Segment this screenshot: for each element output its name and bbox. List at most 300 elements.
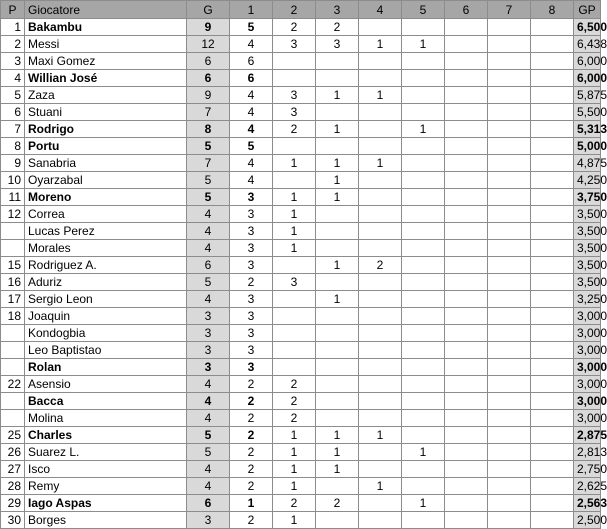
round-3-cell <box>316 393 359 410</box>
games-cell: 7 <box>187 104 230 121</box>
gp-cell: 3,750 <box>574 189 601 206</box>
table-row[interactable] <box>1 240 601 257</box>
round-8-cell <box>531 36 574 53</box>
table-row[interactable] <box>1 308 601 325</box>
round-8-cell <box>531 121 574 138</box>
games-cell: 5 <box>187 274 230 291</box>
round-4-cell <box>359 121 402 138</box>
table-row[interactable] <box>1 512 601 529</box>
position-cell: 15 <box>1 257 25 274</box>
games-cell: 4 <box>187 393 230 410</box>
round-7-cell <box>488 138 531 155</box>
gp-cell: 3,250 <box>574 291 601 308</box>
round-8-cell <box>531 138 574 155</box>
player-name-cell: Rolan <box>25 359 187 376</box>
round-7-cell <box>488 87 531 104</box>
round-6-cell <box>445 121 488 138</box>
round-8-cell <box>531 155 574 172</box>
games-cell: 7 <box>187 155 230 172</box>
round-6-cell <box>445 274 488 291</box>
round-3-cell: 3 <box>316 36 359 53</box>
round-5-cell <box>402 325 445 342</box>
round-4-cell <box>359 291 402 308</box>
round-2-cell: 1 <box>273 427 316 444</box>
header-round-6[interactable]: 6 <box>445 1 488 19</box>
position-cell: 1 <box>1 19 25 36</box>
round-6-cell <box>445 359 488 376</box>
round-3-cell: 1 <box>316 291 359 308</box>
round-7-cell <box>488 393 531 410</box>
round-3-cell <box>316 138 359 155</box>
player-name-cell: Suarez L. <box>25 444 187 461</box>
header-round-3[interactable]: 3 <box>316 1 359 19</box>
round-8-cell <box>531 257 574 274</box>
round-1-cell: 2 <box>230 376 273 393</box>
round-5-cell <box>402 19 445 36</box>
round-3-cell: 1 <box>316 444 359 461</box>
games-cell: 5 <box>187 427 230 444</box>
table-row[interactable] <box>1 478 601 495</box>
round-1-cell: 4 <box>230 104 273 121</box>
games-cell: 8 <box>187 121 230 138</box>
round-3-cell: 1 <box>316 427 359 444</box>
player-name-cell: Sanabria <box>25 155 187 172</box>
round-7-cell <box>488 104 531 121</box>
player-name-cell: Molina <box>25 410 187 427</box>
position-cell <box>1 393 25 410</box>
round-5-cell <box>402 223 445 240</box>
round-2-cell: 1 <box>273 155 316 172</box>
table-row[interactable] <box>1 495 601 512</box>
round-1-cell: 3 <box>230 240 273 257</box>
round-2-cell: 3 <box>273 87 316 104</box>
round-8-cell <box>531 393 574 410</box>
round-7-cell <box>488 512 531 529</box>
gp-cell: 2,813 <box>574 444 601 461</box>
table-row[interactable] <box>1 427 601 444</box>
round-6-cell <box>445 138 488 155</box>
position-cell: 7 <box>1 121 25 138</box>
round-2-cell: 2 <box>273 121 316 138</box>
round-4-cell <box>359 359 402 376</box>
round-6-cell <box>445 342 488 359</box>
games-cell: 5 <box>187 172 230 189</box>
player-name-cell: Rodriguez A. <box>25 257 187 274</box>
round-7-cell <box>488 189 531 206</box>
round-4-cell <box>359 53 402 70</box>
games-cell: 4 <box>187 223 230 240</box>
player-name-cell: Morales <box>25 240 187 257</box>
round-8-cell <box>531 19 574 36</box>
round-7-cell <box>488 325 531 342</box>
position-cell <box>1 359 25 376</box>
round-4-cell <box>359 308 402 325</box>
round-6-cell <box>445 410 488 427</box>
round-3-cell: 1 <box>316 189 359 206</box>
round-3-cell: 1 <box>316 461 359 478</box>
round-6-cell <box>445 325 488 342</box>
games-cell: 6 <box>187 495 230 512</box>
games-cell: 12 <box>187 36 230 53</box>
gp-cell: 2,750 <box>574 461 601 478</box>
table-row[interactable] <box>1 70 601 87</box>
round-7-cell <box>488 206 531 223</box>
round-2-cell: 2 <box>273 495 316 512</box>
games-cell: 5 <box>187 189 230 206</box>
header-round-5[interactable]: 5 <box>402 1 445 19</box>
table-row[interactable] <box>1 121 601 138</box>
games-cell: 4 <box>187 376 230 393</box>
round-3-cell <box>316 206 359 223</box>
round-1-cell: 3 <box>230 189 273 206</box>
table-row[interactable] <box>1 393 601 410</box>
round-5-cell <box>402 359 445 376</box>
round-6-cell <box>445 495 488 512</box>
round-5-cell <box>402 155 445 172</box>
table-row[interactable] <box>1 104 601 121</box>
header-round-2[interactable]: 2 <box>273 1 316 19</box>
round-5-cell <box>402 189 445 206</box>
round-2-cell <box>273 291 316 308</box>
round-2-cell <box>273 172 316 189</box>
player-name-cell: Willian José <box>25 70 187 87</box>
round-1-cell: 6 <box>230 70 273 87</box>
table-row[interactable] <box>1 461 601 478</box>
table-row[interactable] <box>1 325 601 342</box>
player-name-cell: Oyarzabal <box>25 172 187 189</box>
round-4-cell <box>359 274 402 291</box>
round-2-cell: 2 <box>273 393 316 410</box>
round-1-cell: 4 <box>230 121 273 138</box>
table-row[interactable] <box>1 376 601 393</box>
player-name-cell: Bakambu <box>25 19 187 36</box>
table-row[interactable] <box>1 138 601 155</box>
round-8-cell <box>531 478 574 495</box>
player-name-cell: Asensio <box>25 376 187 393</box>
round-4-cell <box>359 240 402 257</box>
round-5-cell <box>402 274 445 291</box>
round-7-cell <box>488 257 531 274</box>
games-cell: 9 <box>187 87 230 104</box>
round-1-cell: 2 <box>230 393 273 410</box>
round-4-cell: 1 <box>359 478 402 495</box>
gp-cell: 6,000 <box>574 70 601 87</box>
round-5-cell <box>402 104 445 121</box>
round-1-cell: 4 <box>230 155 273 172</box>
player-name-cell: Remy <box>25 478 187 495</box>
round-6-cell <box>445 36 488 53</box>
games-cell: 3 <box>187 512 230 529</box>
player-name-cell: Joaquin <box>25 308 187 325</box>
gp-cell: 5,313 <box>574 121 601 138</box>
round-2-cell: 2 <box>273 19 316 36</box>
round-5-cell: 1 <box>402 36 445 53</box>
round-1-cell: 4 <box>230 87 273 104</box>
round-8-cell <box>531 240 574 257</box>
round-7-cell <box>488 36 531 53</box>
round-7-cell <box>488 172 531 189</box>
round-5-cell <box>402 87 445 104</box>
round-6-cell <box>445 512 488 529</box>
round-7-cell <box>488 478 531 495</box>
round-8-cell <box>531 291 574 308</box>
round-1-cell: 2 <box>230 410 273 427</box>
table-row[interactable] <box>1 444 601 461</box>
round-1-cell: 3 <box>230 291 273 308</box>
round-2-cell: 3 <box>273 104 316 121</box>
position-cell: 25 <box>1 427 25 444</box>
round-1-cell: 3 <box>230 206 273 223</box>
table-row[interactable] <box>1 359 601 376</box>
table-row[interactable] <box>1 19 601 36</box>
round-7-cell <box>488 19 531 36</box>
round-7-cell <box>488 410 531 427</box>
round-3-cell <box>316 342 359 359</box>
round-1-cell: 3 <box>230 308 273 325</box>
player-name-cell: Isco <box>25 461 187 478</box>
round-6-cell <box>445 427 488 444</box>
header-row <box>1 1 601 19</box>
player-name-cell: Zaza <box>25 87 187 104</box>
round-2-cell <box>273 359 316 376</box>
gp-cell: 3,000 <box>574 376 601 393</box>
round-7-cell <box>488 444 531 461</box>
gp-cell: 4,250 <box>574 172 601 189</box>
round-1-cell: 1 <box>230 495 273 512</box>
round-4-cell <box>359 410 402 427</box>
round-5-cell: 1 <box>402 444 445 461</box>
round-2-cell <box>273 70 316 87</box>
round-4-cell <box>359 138 402 155</box>
round-6-cell <box>445 478 488 495</box>
round-7-cell <box>488 427 531 444</box>
round-2-cell: 2 <box>273 376 316 393</box>
round-2-cell <box>273 53 316 70</box>
round-3-cell <box>316 70 359 87</box>
gp-cell: 3,000 <box>574 410 601 427</box>
header-round-1[interactable]: 1 <box>230 1 273 19</box>
header-round-7[interactable]: 7 <box>488 1 531 19</box>
round-6-cell <box>445 155 488 172</box>
table-row[interactable] <box>1 223 601 240</box>
round-4-cell <box>359 512 402 529</box>
round-4-cell <box>359 19 402 36</box>
round-2-cell <box>273 325 316 342</box>
round-6-cell <box>445 461 488 478</box>
round-6-cell <box>445 257 488 274</box>
position-cell: 17 <box>1 291 25 308</box>
round-6-cell <box>445 308 488 325</box>
player-name-cell: Correa <box>25 206 187 223</box>
round-6-cell <box>445 240 488 257</box>
round-1-cell: 3 <box>230 223 273 240</box>
round-6-cell <box>445 189 488 206</box>
round-7-cell <box>488 70 531 87</box>
round-5-cell <box>402 172 445 189</box>
header-games[interactable]: G <box>187 1 230 19</box>
table-row[interactable] <box>1 410 601 427</box>
position-cell: 2 <box>1 36 25 53</box>
round-4-cell <box>359 376 402 393</box>
header-position[interactable]: P <box>1 1 25 19</box>
games-cell: 6 <box>187 257 230 274</box>
round-5-cell: 1 <box>402 495 445 512</box>
player-name-cell: Sergio Leon <box>25 291 187 308</box>
position-cell: 6 <box>1 104 25 121</box>
round-1-cell: 3 <box>230 257 273 274</box>
round-3-cell <box>316 223 359 240</box>
games-cell: 4 <box>187 240 230 257</box>
round-4-cell: 1 <box>359 87 402 104</box>
table-row[interactable] <box>1 257 601 274</box>
round-2-cell: 1 <box>273 444 316 461</box>
header-player[interactable]: Giocatore <box>25 1 187 19</box>
gp-cell: 5,500 <box>574 104 601 121</box>
round-4-cell: 1 <box>359 427 402 444</box>
table-row[interactable] <box>1 206 601 223</box>
table-row[interactable] <box>1 53 601 70</box>
player-name-cell: Maxi Gomez <box>25 53 187 70</box>
position-cell: 11 <box>1 189 25 206</box>
round-6-cell <box>445 444 488 461</box>
round-8-cell <box>531 206 574 223</box>
round-7-cell <box>488 53 531 70</box>
position-cell <box>1 342 25 359</box>
round-5-cell <box>402 393 445 410</box>
position-cell: 10 <box>1 172 25 189</box>
round-8-cell <box>531 70 574 87</box>
round-3-cell <box>316 104 359 121</box>
round-2-cell: 1 <box>273 461 316 478</box>
table-row[interactable] <box>1 291 601 308</box>
table-row[interactable] <box>1 36 601 53</box>
round-1-cell: 6 <box>230 53 273 70</box>
round-3-cell <box>316 359 359 376</box>
table-row[interactable] <box>1 189 601 206</box>
position-cell: 4 <box>1 70 25 87</box>
round-4-cell <box>359 393 402 410</box>
round-1-cell: 4 <box>230 172 273 189</box>
player-name-cell: Charles <box>25 427 187 444</box>
player-name-cell: Moreno <box>25 189 187 206</box>
header-round-4[interactable]: 4 <box>359 1 402 19</box>
round-7-cell <box>488 121 531 138</box>
round-3-cell <box>316 53 359 70</box>
gp-cell: 2,500 <box>574 512 601 529</box>
round-8-cell <box>531 172 574 189</box>
round-4-cell <box>359 70 402 87</box>
gp-cell: 3,000 <box>574 308 601 325</box>
table-row[interactable] <box>1 274 601 291</box>
round-4-cell <box>359 444 402 461</box>
gp-cell: 2,875 <box>574 427 601 444</box>
position-cell: 22 <box>1 376 25 393</box>
position-cell: 9 <box>1 155 25 172</box>
round-3-cell: 2 <box>316 19 359 36</box>
round-4-cell <box>359 206 402 223</box>
player-name-cell: Bacca <box>25 393 187 410</box>
round-1-cell: 3 <box>230 325 273 342</box>
gp-cell: 5,000 <box>574 138 601 155</box>
round-4-cell <box>359 461 402 478</box>
round-1-cell: 2 <box>230 427 273 444</box>
games-cell: 6 <box>187 53 230 70</box>
player-name-cell: Rodrigo <box>25 121 187 138</box>
player-name-cell: Borges <box>25 512 187 529</box>
round-5-cell <box>402 257 445 274</box>
gp-cell: 5,875 <box>574 87 601 104</box>
round-3-cell <box>316 325 359 342</box>
gp-cell: 6,000 <box>574 53 601 70</box>
header-gp[interactable]: GP <box>574 1 601 19</box>
table-row[interactable] <box>1 87 601 104</box>
round-2-cell: 1 <box>273 512 316 529</box>
round-8-cell <box>531 308 574 325</box>
round-4-cell: 1 <box>359 155 402 172</box>
player-name-cell: Lucas Perez <box>25 223 187 240</box>
round-5-cell <box>402 240 445 257</box>
round-8-cell <box>531 189 574 206</box>
round-6-cell <box>445 19 488 36</box>
round-4-cell: 1 <box>359 36 402 53</box>
round-7-cell <box>488 376 531 393</box>
position-cell <box>1 223 25 240</box>
gp-cell: 3,000 <box>574 325 601 342</box>
games-cell: 9 <box>187 19 230 36</box>
round-8-cell <box>531 359 574 376</box>
table-row[interactable] <box>1 342 601 359</box>
round-3-cell: 1 <box>316 121 359 138</box>
table-row[interactable] <box>1 172 601 189</box>
position-cell: 18 <box>1 308 25 325</box>
header-round-8[interactable]: 8 <box>531 1 574 19</box>
player-name-cell: Kondogbia <box>25 325 187 342</box>
round-2-cell <box>273 138 316 155</box>
round-3-cell: 2 <box>316 495 359 512</box>
round-6-cell <box>445 53 488 70</box>
position-cell: 12 <box>1 206 25 223</box>
round-4-cell <box>359 325 402 342</box>
round-4-cell: 2 <box>359 257 402 274</box>
gp-cell: 6,438 <box>574 36 601 53</box>
gp-cell: 3,000 <box>574 342 601 359</box>
table-row[interactable] <box>1 155 601 172</box>
round-6-cell <box>445 104 488 121</box>
player-name-cell: Iago Aspas <box>25 495 187 512</box>
round-5-cell <box>402 70 445 87</box>
round-8-cell <box>531 427 574 444</box>
round-2-cell: 1 <box>273 206 316 223</box>
round-5-cell: 1 <box>402 121 445 138</box>
round-7-cell <box>488 308 531 325</box>
position-cell: 26 <box>1 444 25 461</box>
round-2-cell: 3 <box>273 36 316 53</box>
round-6-cell <box>445 376 488 393</box>
gp-cell: 3,500 <box>574 223 601 240</box>
round-5-cell <box>402 512 445 529</box>
round-7-cell <box>488 291 531 308</box>
round-6-cell <box>445 291 488 308</box>
player-name-cell: Leo Baptistao <box>25 342 187 359</box>
round-1-cell: 2 <box>230 461 273 478</box>
round-8-cell <box>531 444 574 461</box>
games-cell: 5 <box>187 444 230 461</box>
round-4-cell <box>359 104 402 121</box>
games-cell: 4 <box>187 410 230 427</box>
gp-cell: 3,500 <box>574 206 601 223</box>
round-7-cell <box>488 359 531 376</box>
games-cell: 6 <box>187 70 230 87</box>
